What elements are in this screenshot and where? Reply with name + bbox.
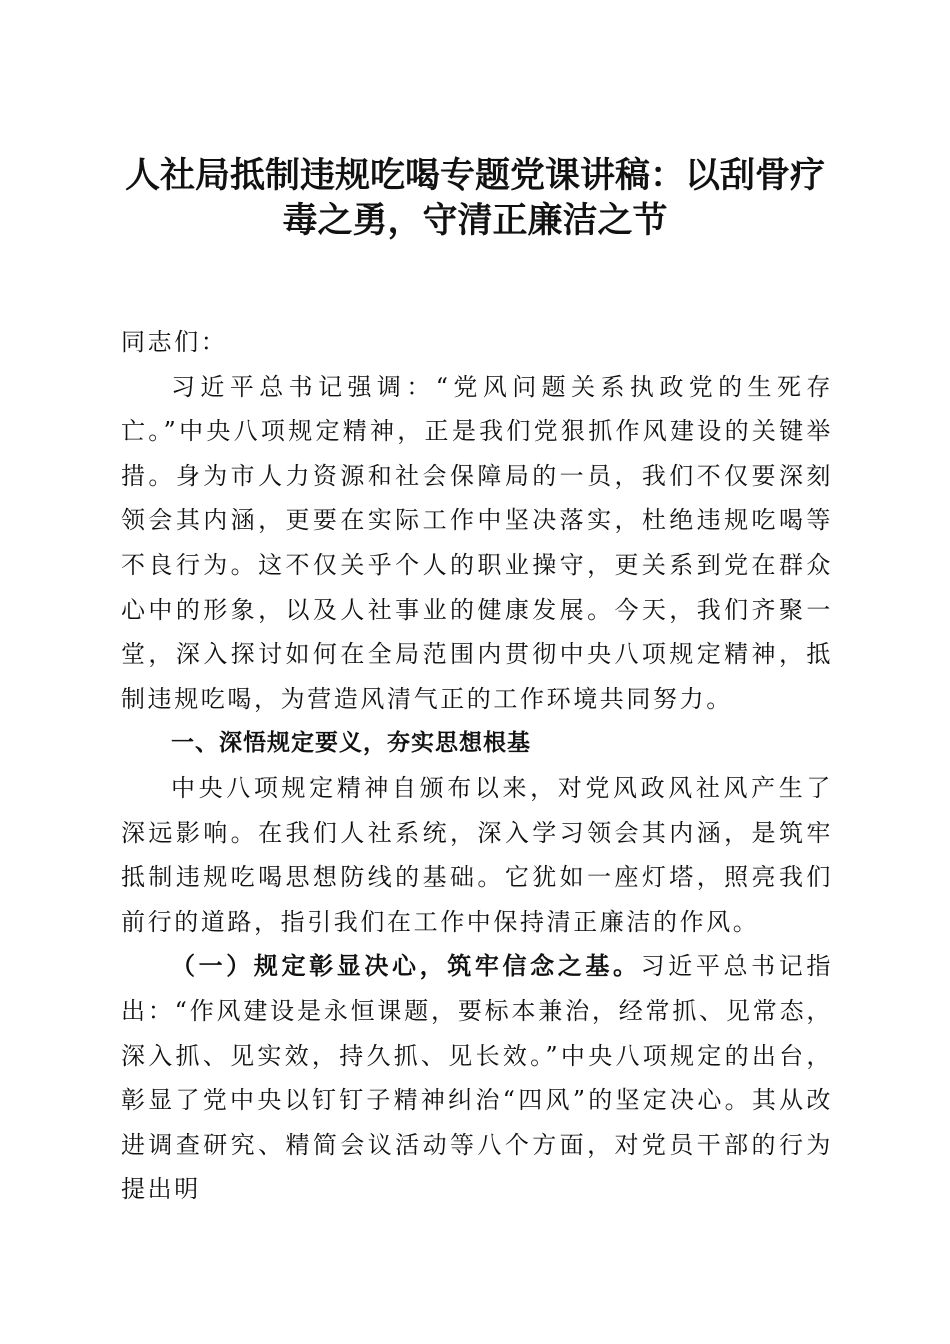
section-heading-1: 一、深悟规定要义，夯实思想根基 [171, 730, 531, 757]
paragraph-section-1: 中央八项规定精神自颁布以来，对党风政风社风产生了深远影响。在我们人社系统，深入学习领会其内涵，是筑牢抵制违规吃喝思想防线的基础。它犹如一座灯塔，照亮我们前行的道路，指引我们在工作中保持清正廉洁的作风。 [121, 773, 833, 936]
document-body [121, 320, 833, 1212]
paragraph-intro: 习近平总书记强调：“党风问题关系执政党的生死存亡。”中央八项规定精神，正是我们党狠抓作风建设的关键举措。身为市人力资源和社会保障局的一员，我们不仅要深刻领会其内涵，更要在实际工作中坚决落实，杜绝违规吃喝等不良行为。这不仅关乎个人的职业操守，更关系到党在群众心中的形象，以及人社事业的健康发展。今天，我们齐聚一堂，深入探讨如何在全局范围内贯彻中央八项规定精神，抵制违规吃喝，为营造风清气正的工作环境共同努力。 [121, 372, 833, 713]
paragraph-subsection-1 [121, 944, 833, 1212]
salutation: 同志们： [121, 328, 228, 356]
subsection-text-1: 习近平总书记指出：“作风建设是永恒课题，要标本兼治，经常抓、见常态，深入抓、见实效，持久抓、见长效。”中央八项规定的出台，彰显了党中央以钉钉子精神纠治“四风”的坚定决心。其从改进调查研究、精简会议活动等八个方面，对党员干部的行为提出明 [121, 952, 833, 1204]
subsection-heading-1: （一）规定彰显决心，筑牢信念之基。 [171, 951, 641, 981]
document-title-line-1: 人社局抵制违规吃喝专题党课讲稿：以刮骨疗 [124, 155, 825, 196]
document-title-line-2: 毒之勇，守清正廉洁之节 [282, 200, 668, 241]
